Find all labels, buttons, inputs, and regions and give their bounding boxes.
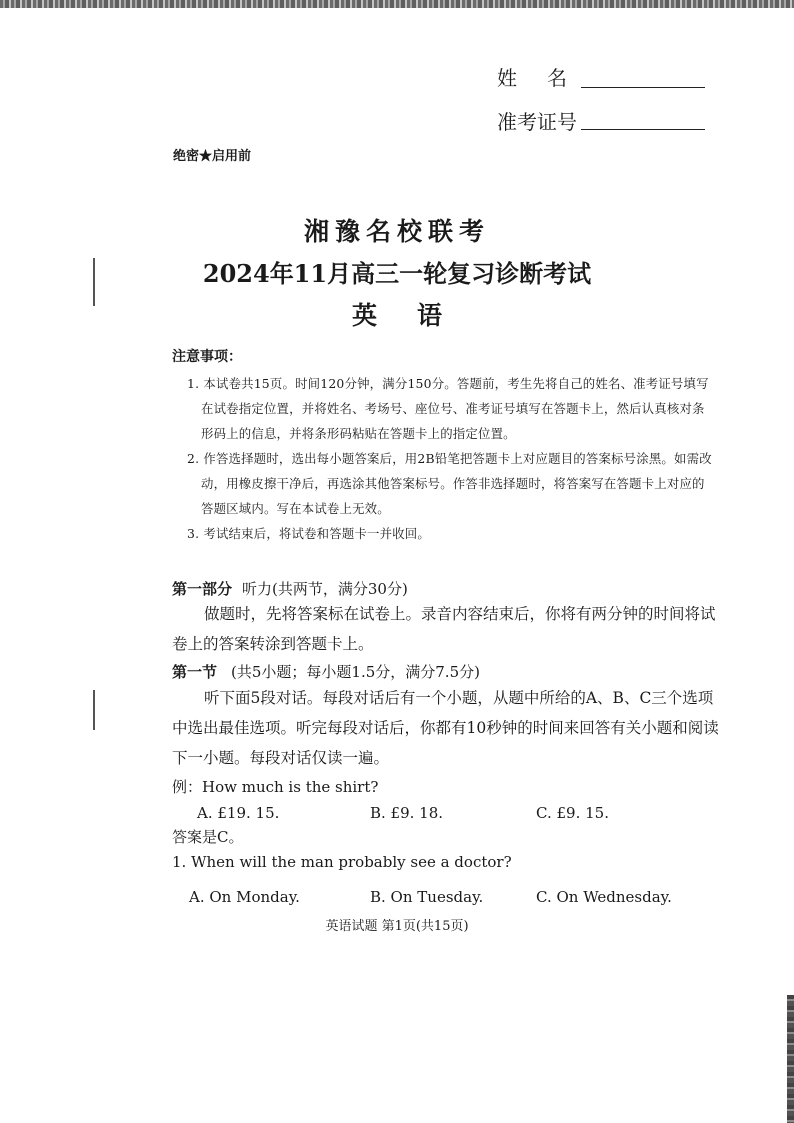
scan-mark	[93, 690, 95, 730]
part1-label: 第一部分	[172, 580, 233, 598]
name-label: 姓名	[497, 66, 597, 90]
part1-subheading: 听力(共两节，满分30分)	[242, 580, 408, 598]
example-option-b: B. £9. 18.	[370, 804, 444, 822]
example-option-c: C. £9. 15.	[536, 804, 609, 822]
notice-item: 3. 考试结束后，将试卷和答题卡一并收回。	[187, 526, 430, 541]
name-underline	[581, 87, 705, 88]
section1-instruction: 听下面5段对话。每段对话后有一个小题，从题中所给的A、B、C三个选项中选出最佳选项。听完每段对话后，你都有10秒钟的时间来回答有关小题和阅读下一小题。每段对话仅读一遍。	[172, 689, 719, 767]
question-1-option-b: B. On Tuesday.	[370, 888, 484, 906]
scan-edge-top	[0, 0, 794, 8]
question-1: 1. When will the man probably see a doctor?	[172, 853, 512, 871]
section1-subheading: (共5小题；每小题1.5分，满分7.5分)	[231, 663, 480, 681]
notice-item: 2. 作答选择题时，选出每小题答案后，用2B铅笔把答题卡上对应题目的答案标号涂黑。如需改动，用橡皮擦干净后，再选涂其他答案标号。作答非选择题时，将答案写在答题卡上对应的答题区域内。写在本试卷上无效。	[187, 451, 712, 516]
question-1-option-a: A. On Monday.	[189, 888, 300, 906]
notice-list	[187, 371, 717, 546]
question-1-option-c: C. On Wednesday.	[536, 888, 672, 906]
example-option-a: A. £19. 15.	[197, 804, 280, 822]
scan-edge-right	[787, 995, 794, 1123]
exam-id-label: 准考证号	[497, 110, 577, 134]
part1-instruction: 做题时，先将答案标在试卷上。录音内容结束后，你将有两分钟的时间将试卷上的答案转涂到答题卡上。	[172, 605, 716, 653]
exam-id-underline	[581, 129, 705, 130]
exam-title-org: 湘豫名校联考	[303, 217, 490, 246]
exam-id-field[interactable]	[497, 106, 577, 135]
exam-title-name: 2024年11月高三一轮复习诊断考试	[202, 259, 592, 288]
section1-label: 第一节	[172, 663, 218, 681]
notice-item: 1. 本试卷共15页。时间120分钟，满分150分。答题前，考生先将自己的姓名、准考证号填写在试卷指定位置，并将姓名、考场号、座位号、准考证号填写在答题卡上，然后认真核对条形码上的信息，并将条形码粘贴在答题卡上的指定位置。	[187, 376, 709, 441]
page-footer: 英语试题 第1页(共15页)	[325, 919, 469, 934]
notice-heading: 注意事项：	[172, 349, 242, 365]
exam-title-subject: 英语	[351, 301, 482, 330]
name-field[interactable]	[497, 62, 597, 91]
example-question: 例：How much is the shirt?	[172, 778, 379, 796]
example-answer: 答案是C。	[172, 828, 244, 846]
secret-label: 绝密★启用前	[173, 149, 252, 164]
